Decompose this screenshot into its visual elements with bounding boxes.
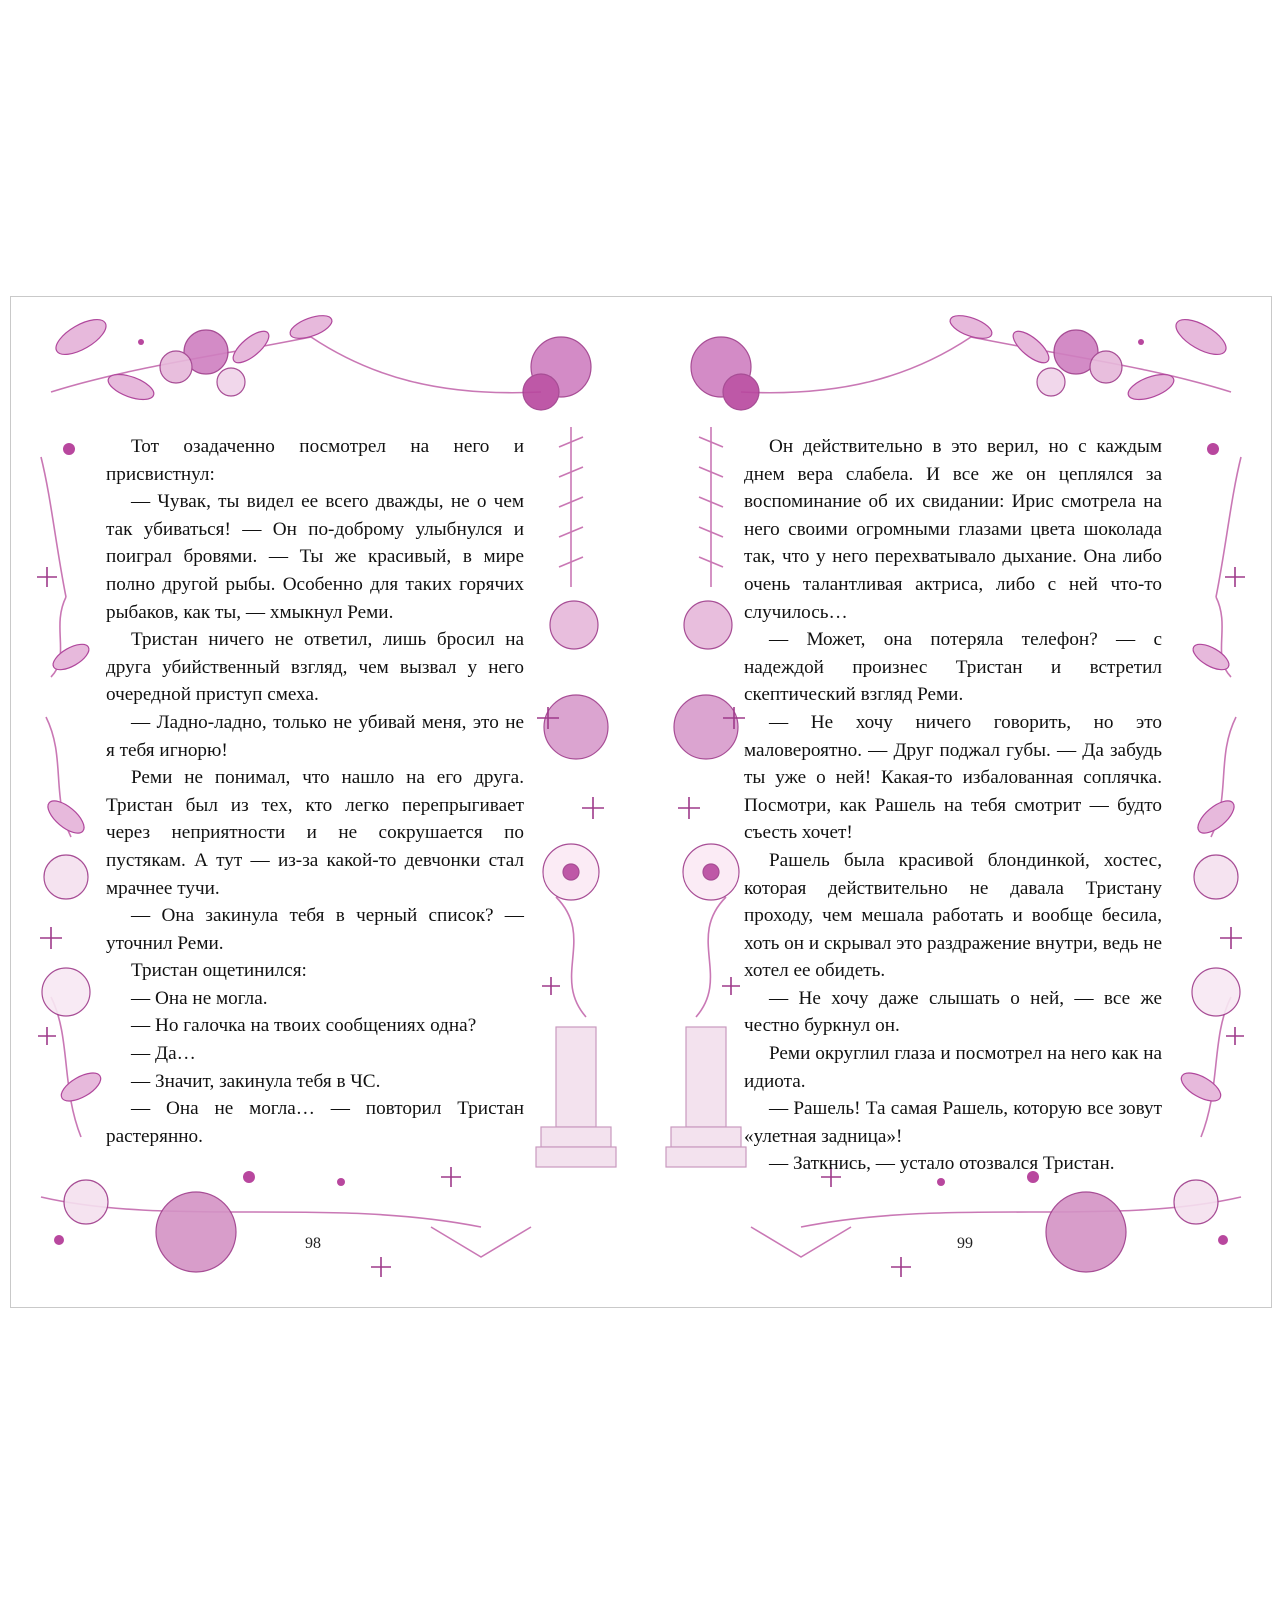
paragraph: Тристан ощетинился:	[131, 960, 307, 982]
paragraph: Рашель была красивой блондинкой, хостес, которая действительно не давала Тристану проходу, чем мешала работать и вообще бесила, хоть он и скрывал это раздражение внутри, ведь не хотел ее обидеть.	[744, 849, 1162, 982]
paragraph: — Чувак, ты видел ее всего дважды, не о чем так убиваться! — Он по-доброму улыбнулся и поиграл бровями. — Ты же красивый, в мире полно другой рыбы. Особенно для таких горячих рыбаков, как ты, — хмыкнул Реми.	[106, 491, 524, 623]
paragraph: — Заткнись, — устало отозвался Тристан.	[769, 1153, 1115, 1175]
paragraph: — Но галочка на твоих сообщениях одна?	[131, 1015, 477, 1037]
paragraph: Реми не понимал, что нашло на его друга. Тристан был из тех, кто легко перепрыгивает через неприятности и не сокрушается по пустякам. А тут — из-за какой-то девчонки стал мрачнее тучи.	[106, 767, 524, 899]
paragraph: — Не хочу ничего говорить, но это маловероятно. — Друг поджал губы. — Да забудь ты уже о ней! Какая-то избалованная соплячка. Посмотри, как Рашель на тебя смотрит — будто съесть хочет!	[744, 711, 1162, 844]
book-spread	[10, 296, 1272, 1308]
body-text	[744, 433, 1162, 1178]
paragraph: Тристан ничего не ответил, лишь бросил на друга убийственный взгляд, чем вызвал у него очередной приступ смеха.	[106, 629, 524, 706]
paragraph: — Ладно-ладно, только не убивай меня, это не я тебя игнорю!	[106, 711, 524, 761]
page-number: 99	[957, 1235, 973, 1252]
paragraph: — Значит, закинула тебя в ЧС.	[131, 1070, 381, 1092]
paragraph: Тот озадаченно посмотрел на него и присвистнул:	[106, 436, 524, 485]
paragraph: — Она закинула тебя в черный список? — уточнил Реми.	[106, 905, 524, 954]
paragraph: — Да…	[131, 1043, 196, 1065]
paragraph: — Она не могла… — повторил Тристан растерянно.	[106, 1098, 524, 1147]
paragraph: Он действительно в это верил, но с каждым днем вера слабела. И все же он цеплялся за воспоминание об их свидании: Ирис смотрела на него своими огромными глазами цвета шоколада так, что у него перехватывало дыхание. Она либо очень талантливая актриса, либо с ней что-то случилось…	[744, 436, 1162, 623]
paragraph: — Может, она потеряла телефон? — с надеждой произнес Тристан и встретил скептический взгляд Реми.	[744, 629, 1162, 706]
page-number: 98	[305, 1235, 321, 1252]
left-page	[11, 297, 641, 1307]
paragraph: — Рашель! Та самая Рашель, которую все зовут «улетная задница»!	[744, 1098, 1162, 1147]
paragraph: Реми округлил глаза и посмотрел на него как на идиота.	[744, 1043, 1162, 1092]
paragraph: — Она не могла.	[131, 987, 268, 1009]
paragraph: — Не хочу даже слышать о ней, — все же честно буркнул он.	[744, 987, 1162, 1037]
body-text	[106, 433, 524, 1150]
right-page	[641, 297, 1271, 1307]
